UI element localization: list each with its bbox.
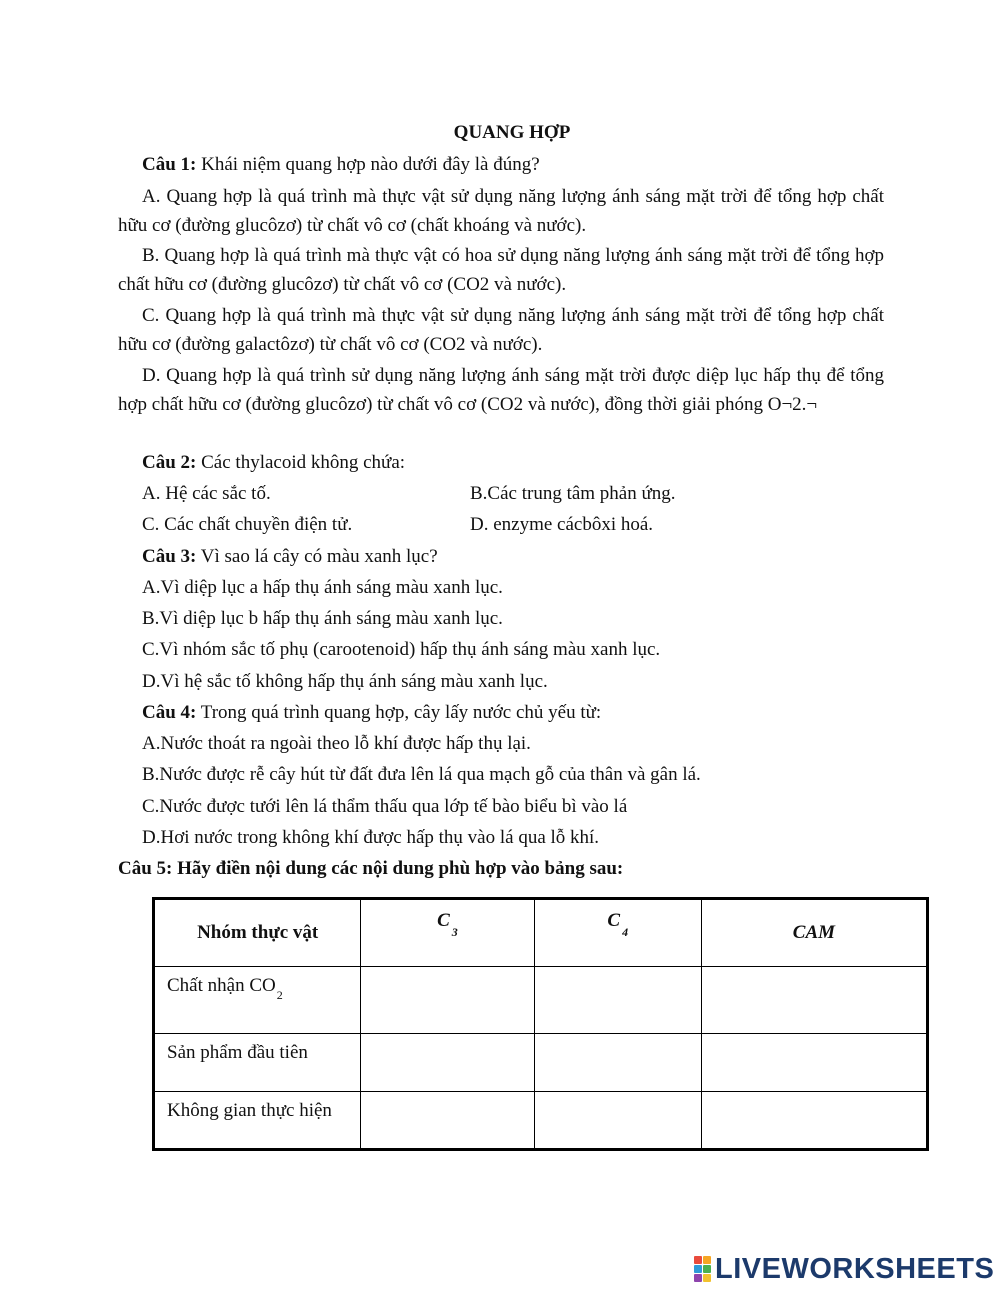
table-row bbox=[154, 1034, 928, 1092]
header-c3-label: C bbox=[437, 910, 450, 931]
question-1-option-b: B. Quang hợp là quá trình mà thực vật có hoa sử dụng năng lượng ánh sáng mặt trời để tổng hợp chất hữu cơ (đường glucôzơ) từ chất vô cơ (CO2 và nước). bbox=[118, 245, 884, 295]
question-4-label: Câu 4: bbox=[142, 702, 197, 723]
row-label-location: Không gian thực hiện bbox=[154, 1092, 361, 1150]
answer-cell-c4-product[interactable] bbox=[534, 1034, 701, 1092]
answer-cell-cam-product[interactable] bbox=[701, 1034, 927, 1092]
question-4-option-a: A.Nước thoát ra ngoài theo lỗ khí được hấp thụ lại. bbox=[142, 733, 531, 754]
question-2-label: Câu 2: bbox=[142, 452, 197, 473]
row-label-text: Chất nhận CO bbox=[167, 975, 276, 996]
header-c4-label: C bbox=[607, 910, 621, 931]
question-4-text: Trong quá trình quang hợp, cây lấy nước chủ yếu từ: bbox=[196, 702, 602, 723]
question-2-option-d: D. enzyme cácbôxi hoá. bbox=[470, 514, 654, 535]
question-4 bbox=[142, 701, 601, 725]
question-2-option-b: B.Các trung tâm phản ứng. bbox=[470, 483, 676, 504]
question-2 bbox=[142, 451, 405, 475]
logo-square bbox=[703, 1274, 711, 1282]
header-cam: CAM bbox=[701, 899, 927, 967]
logo-grid-icon bbox=[694, 1256, 711, 1282]
answer-cell-cam-location[interactable] bbox=[701, 1092, 927, 1150]
answer-cell-c3-location[interactable] bbox=[361, 1092, 534, 1150]
header-plant-group: Nhóm thực vật bbox=[154, 899, 361, 967]
row-label-co2-acceptor bbox=[154, 967, 361, 1034]
answer-cell-c3-acceptor[interactable] bbox=[361, 967, 534, 1034]
logo-square bbox=[694, 1265, 702, 1273]
question-3-label: Câu 3: bbox=[142, 546, 197, 567]
question-4-option-d: D.Hơi nước trong không khí được hấp thụ vào lá qua lỗ khí. bbox=[142, 827, 600, 848]
question-2-option-c: C. Các chất chuyền điện tử. bbox=[142, 514, 353, 535]
answer-table bbox=[152, 897, 929, 1151]
question-3-text: Vì sao lá cây có màu xanh lục? bbox=[196, 546, 438, 567]
question-1 bbox=[142, 153, 540, 177]
logo-square bbox=[703, 1265, 711, 1273]
question-5: Câu 5: Hãy điền nội dung các nội dung phù hợp vào bảng sau: bbox=[118, 858, 624, 879]
question-3-option-d: D.Vì hệ sắc tố không hấp thụ ánh sáng màu xanh lục. bbox=[142, 671, 548, 692]
table-row bbox=[154, 967, 928, 1034]
question-3-option-b: B.Vì diệp lục b hấp thụ ánh sáng màu xanh lục. bbox=[142, 608, 503, 629]
question-3-option-a: A.Vì diệp lục a hấp thụ ánh sáng màu xanh lục. bbox=[142, 577, 503, 598]
header-c4-subscript: 4 bbox=[622, 925, 629, 939]
answer-cell-cam-acceptor[interactable] bbox=[701, 967, 927, 1034]
logo-text: LIVEWORKSHEETS bbox=[715, 1252, 995, 1285]
header-c3-subscript: 3 bbox=[451, 925, 458, 939]
question-1-option-c: C. Quang hợp là quá trình mà thực vật sử dụng năng lượng ánh sáng mặt trời để tổng hợp chất hữu cơ (đường galactôzơ) từ chất vô cơ (CO2 và nước). bbox=[118, 305, 884, 355]
header-c3 bbox=[361, 899, 534, 967]
question-3 bbox=[142, 545, 438, 569]
table-header-row bbox=[154, 899, 928, 967]
answer-cell-c3-product[interactable] bbox=[361, 1034, 534, 1092]
question-1-option-d: D. Quang hợp là quá trình sử dụng năng lượng ánh sáng mặt trời được diệp lục hấp thụ để tổng hợp chất hữu cơ (đường glucôzơ) từ chất vô cơ (CO2 và nước), đồng thời giải phóng O¬2.¬ bbox=[118, 365, 884, 415]
header-c4 bbox=[534, 899, 701, 967]
logo-square bbox=[703, 1256, 711, 1264]
question-2-option-a: A. Hệ các sắc tố. bbox=[142, 483, 271, 504]
liveworksheets-logo[interactable] bbox=[694, 1254, 994, 1284]
question-1-text: Khái niệm quang hợp nào dưới đây là đúng? bbox=[196, 154, 540, 175]
question-4-option-b: B.Nước được rễ cây hút từ đất đưa lên lá qua mạch gỗ của thân và gân lá. bbox=[142, 764, 701, 785]
question-2-text: Các thylacoid không chứa: bbox=[196, 452, 406, 473]
answer-cell-c4-location[interactable] bbox=[534, 1092, 701, 1150]
question-1-option-a: A. Quang hợp là quá trình mà thực vật sử dụng năng lượng ánh sáng mặt trời để tổng hợp chất hữu cơ (đường glucôzơ) từ chất vô cơ (chất khoáng và nước). bbox=[118, 186, 884, 236]
question-1-label: Câu 1: bbox=[142, 154, 197, 175]
logo-square bbox=[694, 1274, 702, 1282]
question-4-option-c: C.Nước được tưới lên lá thẩm thấu qua lớp tế bào biểu bì vào lá bbox=[142, 796, 628, 817]
logo-square bbox=[694, 1256, 702, 1264]
co2-subscript: 2 bbox=[276, 988, 283, 1002]
answer-cell-c4-acceptor[interactable] bbox=[534, 967, 701, 1034]
table-row bbox=[154, 1092, 928, 1150]
question-3-option-c: C.Vì nhóm sắc tố phụ (carootenoid) hấp thụ ánh sáng màu xanh lục. bbox=[142, 639, 661, 660]
row-label-first-product: Sản phẩm đầu tiên bbox=[154, 1034, 361, 1092]
worksheet-title: QUANG HỢP bbox=[453, 122, 571, 143]
